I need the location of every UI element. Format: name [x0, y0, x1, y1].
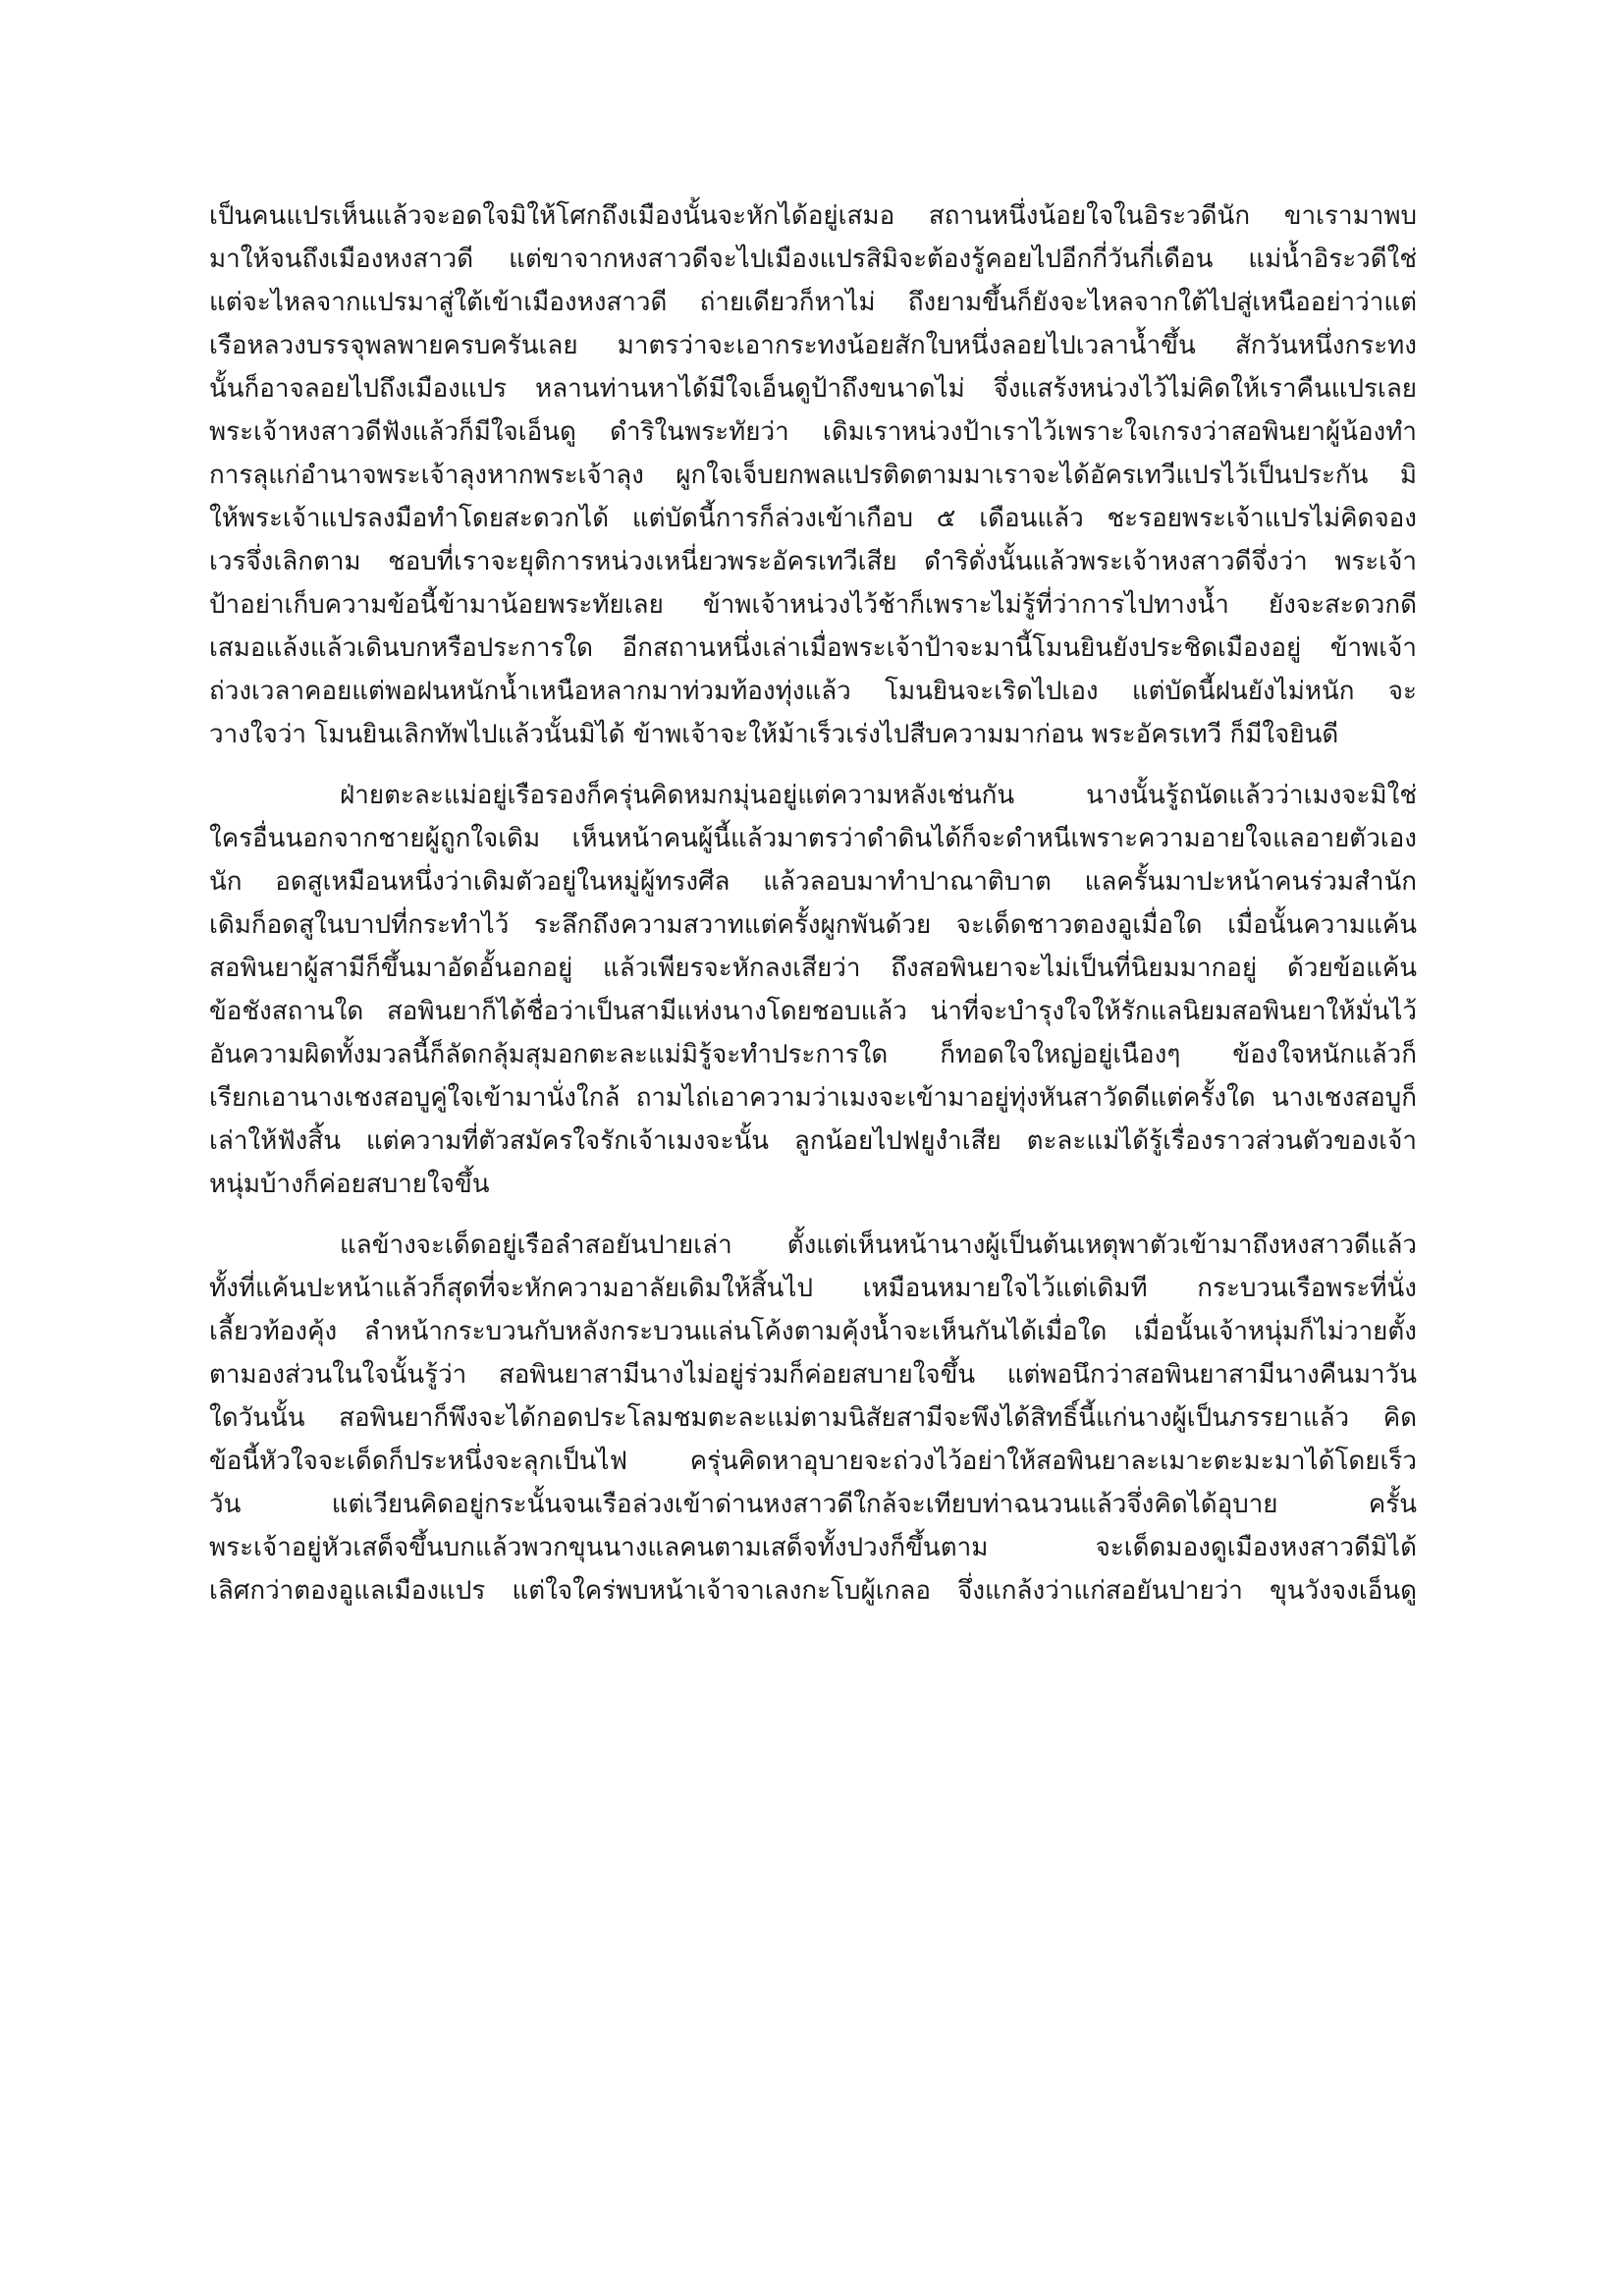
- text-line: ตามองส่วนในใจนั้นรู้ว่า สอพินยาสามีนางไม่อยู่ร่วมก็ค่อยสบายใจขึ้น แต่พอนึกว่าสอพินยาสามีนางคืนมาวัน: [209, 1360, 1417, 1390]
- text-line: แลข้างจะเด็ดอยู่เรือลำสอยันปายเล่า ตั้งแต่เห็นหน้านางผู้เป็นต้นเหตุพาตัวเข้ามาถึงหงสาวดีแล้ว: [340, 1230, 1417, 1260]
- paragraph-1: [209, 194, 1417, 756]
- text-line: เลิศกว่าตองอูแลเมืองแปร แต่ใจใคร่พบหน้าเจ้าจาเลงกะโบผู้เกลอ จึ่งแกล้งว่าแก่สอยันปายว่า ขุนวังจงเอ็นดู: [209, 1576, 1417, 1606]
- text-line: วางใจว่า โมนยินเลิกทัพไปแล้วนั้นมิได้ ข้าพเจ้าจะให้ม้าเร็วเร่งไปสืบความมาก่อน พระอัครเทวี ก็มีใจยินดี: [209, 720, 1339, 749]
- text-line: เล่าให้ฟังสิ้น แต่ความที่ตัวสมัครใจรักเจ้าเมงจะนั้น ลูกน้อยไปฟยูงำเสีย ตะละแม่ได้รู้เรื่องราวส่วนตัวของเจ้า: [209, 1126, 1417, 1156]
- text-line: เป็นคนแปรเห็นแล้วจะอดใจมิให้โศกถึงเมืองนั้นจะหักได้อยู่เสมอ สถานหนึ่งน้อยใจในอิระวดีนัก ขาเรามาพบ: [209, 201, 1417, 231]
- text-line: ข้อชังสถานใด สอพินยาก็ได้ชื่อว่าเป็นสามีแห่งนางโดยชอบแล้ว น่าที่จะบำรุงใจให้รักแลนิยมสอพินยาให้มั่นไว้: [209, 997, 1417, 1026]
- text-line: นั้นก็อาจลอยไปถึงเมืองแปร หลานท่านหาได้มีใจเอ็นดูป้าถึงขนาดไม่ จึ่งแสร้งหน่วงไว้ไม่คิดให้เราคืนแปรเลย: [209, 374, 1417, 404]
- text-line: แต่จะไหลจากแปรมาสู่ใต้เข้าเมืองหงสาวดี ถ่ายเดียวก็หาไม่ ถึงยามขึ้นก็ยังจะไหลจากใต้ไปสู่เหนืออย่าว่าแต่: [209, 288, 1417, 317]
- document-body: [209, 194, 1417, 1613]
- text-line: เรียกเอานางเชงสอบูคู่ใจเข้ามานั่งใกล้ ถามไถ่เอาความว่าเมงจะเข้ามาอยู่ทุ่งหันสาวัดดีแต่ครั้งใด นางเชงสอบูก็: [209, 1083, 1417, 1113]
- text-line: อันความผิดทั้งมวลนี้ก็ลัดกลุ้มสุมอกตะละแม่มิรู้จะทำประการใด ก็ทอดใจใหญ่อยู่เนืองๆ ข้องใจหนักแล้วก็: [209, 1040, 1417, 1069]
- paragraph-3: [209, 1224, 1417, 1613]
- text-line: พระเจ้าอยู่หัวเสด็จขึ้นบกแล้วพวกขุนนางแลคนตามเสด็จทั้งปวงก็ขึ้นตาม จะเด็ดมองดูเมืองหงสาวดีมิได้: [209, 1533, 1417, 1562]
- text-line: นัก อดสูเหมือนหนึ่งว่าเดิมตัวอยู่ในหมู่ผู้ทรงศีล แล้วลอบมาทำปาณาติบาต แลครั้นมาปะหน้าคนร่วมสำนัก: [209, 867, 1417, 897]
- paragraph-2: [209, 774, 1417, 1206]
- text-line: การลุแก่อำนาจพระเจ้าลุงหากพระเจ้าลุง ผูกใจเจ็บยกพลแปรติดตามมาเราจะได้อัครเทวีแปรไว้เป็นประกัน มิ: [209, 461, 1417, 490]
- text-line: ทั้งที่แค้นปะหน้าแล้วก็สุดที่จะหักความอาลัยเดิมให้สิ้นไป เหมือนหมายใจไว้แต่เดิมที กระบวนเรือพระที่นั่ง: [209, 1274, 1417, 1303]
- text-line: ฝ่ายตะละแม่อยู่เรือรองก็ครุ่นคิดหมกมุ่นอยู่แต่ความหลังเช่นกัน นางนั้นรู้ถนัดแล้วว่าเมงจะมิใช่: [340, 781, 1417, 810]
- text-line: ใครอื่นนอกจากชายผู้ถูกใจเดิม เห็นหน้าคนผู้นี้แล้วมาตรว่าดำดินได้ก็จะดำหนีเพราะความอายใจแลอายตัวเอง: [209, 824, 1417, 853]
- text-line: ข้อนี้หัวใจจะเด็ดก็ประหนึ่งจะลุกเป็นไฟ ครุ่นคิดหาอุบายจะถ่วงไว้อย่าให้สอพินยาละเมาะตะมะมาได้โดยเร็ว: [209, 1447, 1417, 1476]
- paragraph-spacer: [209, 1206, 1417, 1224]
- text-line: ป้าอย่าเก็บความข้อนี้ข้ามาน้อยพระทัยเลย ข้าพเจ้าหน่วงไว้ช้าก็เพราะไม่รู้ที่ว่าการไปทางน้ำ ยังจะสะดวกดี: [209, 590, 1417, 620]
- text-line: สอพินยาผู้สามีก็ขึ้นมาอัดอั้นอกอยู่ แล้วเพียรจะหักลงเสียว่า ถึงสอพินยาจะไม่เป็นที่นิยมมากอยู่ ด้วยข้อแค้น: [209, 954, 1417, 983]
- text-line: เวรจึ่งเลิกตาม ชอบที่เราจะยุติการหน่วงเหนี่ยวพระอัครเทวีเสีย ดำริดั่งนั้นแล้วพระเจ้าหงสาวดีจึ่งว่า พระเจ้า: [209, 547, 1417, 576]
- text-line: เลี้ยวท้องคุ้ง ลำหน้ากระบวนกับหลังกระบวนแล่นโค้งตามคุ้งน้ำจะเห็นกันได้เมื่อใด เมื่อนั้นเจ้าหนุ่มก็ไม่วายตั้ง: [209, 1317, 1417, 1346]
- text-line: เดิมก็อดสูในบาปที่กระทำไว้ ระลึกถึงความสวาทแต่ครั้งผูกพันด้วย จะเด็ดชาวตองอูเมื่อใด เมื่อนั้นความแค้น: [209, 910, 1417, 940]
- text-line: เรือหลวงบรรจุพลพายครบครันเลย มาตรว่าจะเอากระทงน้อยสักใบหนึ่งลอยไปเวลาน้ำขึ้น สักวันหนึ่งกระทง: [209, 331, 1417, 360]
- text-line: ให้พระเจ้าแปรลงมือทำโดยสะดวกได้ แต่บัดนี้การก็ล่วงเข้าเกือบ ๕ เดือนแล้ว ชะรอยพระเจ้าแปรไม่คิดจอง: [209, 504, 1417, 533]
- paragraph-spacer: [209, 756, 1417, 774]
- text-line: ถ่วงเวลาคอยแต่พอฝนหนักน้ำเหนือหลากมาท่วมท้องทุ่งแล้ว โมนยินจะเริดไปเอง แต่บัดนี้ฝนยังไม่หนัก จะ: [209, 677, 1417, 706]
- text-line: หนุ่มบ้างก็ค่อยสบายใจขึ้น: [209, 1170, 490, 1199]
- text-line: เสมอแล้งแล้วเดินบกหรือประการใด อีกสถานหนึ่งเล่าเมื่อพระเจ้าป้าจะมานี้โมนยินยังประชิดเมืองอยู่ ข้าพเจ้า: [209, 633, 1417, 663]
- text-line: มาให้จนถึงเมืองหงสาวดี แต่ขาจากหงสาวดีจะไปเมืองแปรสิมิจะต้องรู้คอยไปอีกกี่วันกี่เดือน แม่น้ำอิระวดีใช่: [209, 245, 1417, 274]
- text-line: พระเจ้าหงสาวดีฟังแล้วก็มีใจเอ็นดู ดำริในพระทัยว่า เดิมเราหน่วงป้าเราไว้เพราะใจเกรงว่าสอพินยาผู้น้องทำ: [209, 417, 1417, 447]
- text-line: วัน แต่เวียนคิดอยู่กระนั้นจนเรือล่วงเข้าด่านหงสาวดีใกล้จะเทียบท่าฉนวนแล้วจึ่งคิดได้อุบาย ครั้น: [209, 1490, 1417, 1519]
- text-line: ใดวันนั้น สอพินยาก็พึงจะได้กอดประโลมชมตะละแม่ตามนิสัยสามีจะพึงได้สิทธิ์นี้แก่นางผู้เป็นภรรยาแล้ว คิด: [209, 1403, 1417, 1433]
